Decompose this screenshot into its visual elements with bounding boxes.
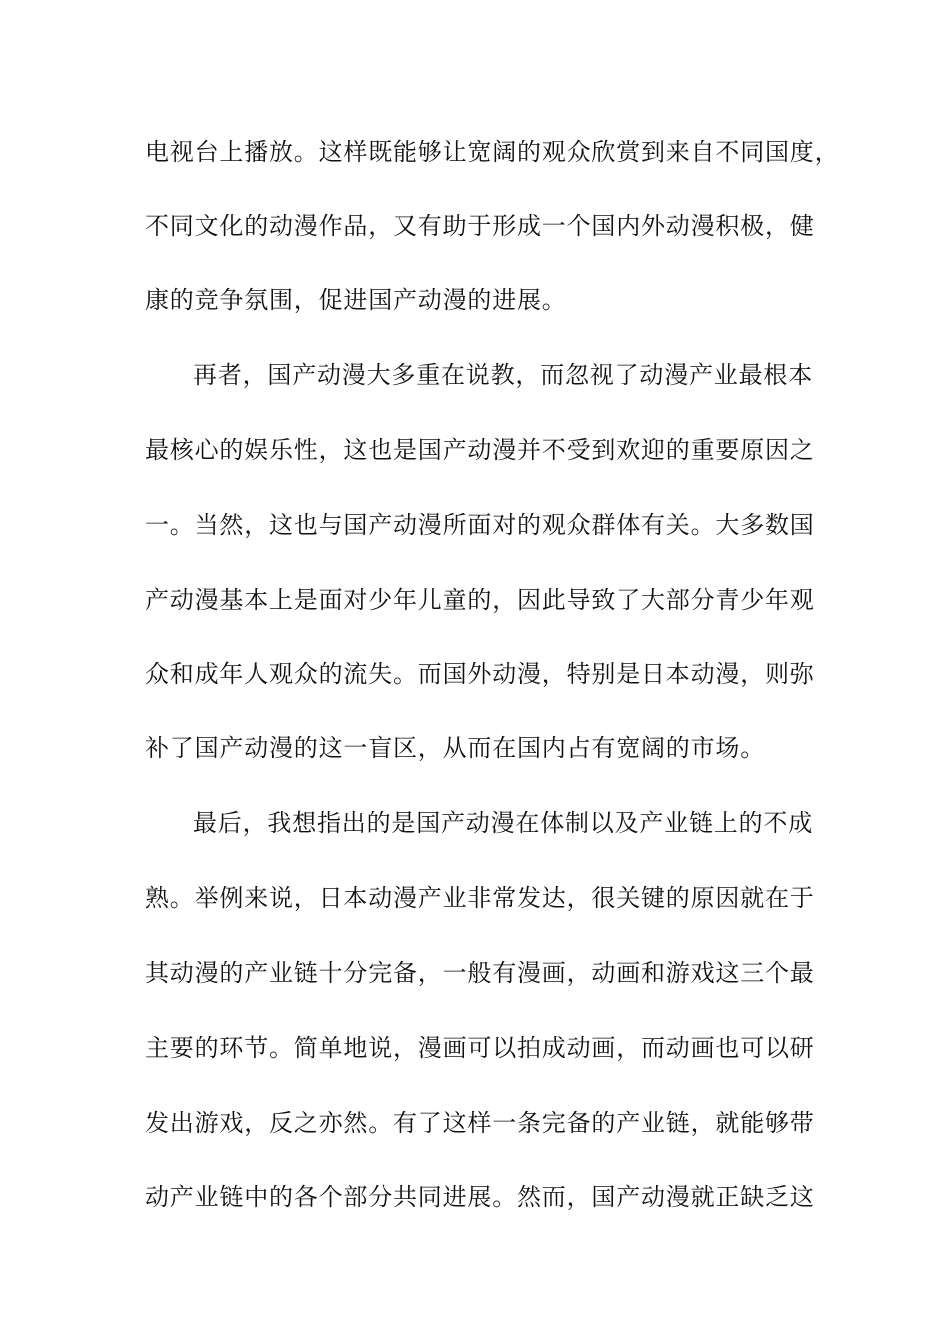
text-line: 电视台上播放。这样既能够让宽阔的观众欣赏到来自不同国度， bbox=[145, 138, 840, 166]
paragraph-first-line: 最后，我想指出的是国产动漫在体制以及产业链上的不成 bbox=[193, 809, 813, 837]
text-line: 产动漫基本上是面对少年儿童的，因此导致了大部分青少年观 bbox=[145, 586, 815, 614]
text-line: 最核心的娱乐性，这也是国产动漫并不受到欢迎的重要原因之 bbox=[145, 436, 815, 464]
text-line: 补了国产动漫的这一盲区，从而在国内占有宽阔的市场。 bbox=[145, 734, 765, 762]
paragraph-first-line: 再者，国产动漫大多重在说教，而忽视了动漫产业最根本 bbox=[193, 361, 813, 389]
text-line: 熟。举例来说，日本动漫产业非常发达，很关键的原因就在于 bbox=[145, 884, 815, 912]
text-line: 康的竞争氛围，促进国产动漫的进展。 bbox=[145, 286, 567, 314]
text-line: 一。当然，这也与国产动漫所面对的观众群体有关。大多数国 bbox=[145, 511, 815, 539]
text-line: 主要的环节。简单地说，漫画可以拍成动画，而动画也可以研 bbox=[145, 1034, 815, 1062]
text-line: 其动漫的产业链十分完备，一般有漫画，动画和游戏这三个最 bbox=[145, 959, 815, 987]
text-line: 众和成年人观众的流失。而国外动漫，特别是日本动漫，则弥 bbox=[145, 660, 815, 688]
text-line: 不同文化的动漫作品，又有助于形成一个国内外动漫积极，健 bbox=[145, 212, 815, 240]
text-line: 动产业链中的各个部分共同进展。然而，国产动漫就正缺乏这 bbox=[145, 1183, 815, 1211]
text-line: 发出游戏，反之亦然。有了这样一条完备的产业链，就能够带 bbox=[145, 1109, 815, 1137]
